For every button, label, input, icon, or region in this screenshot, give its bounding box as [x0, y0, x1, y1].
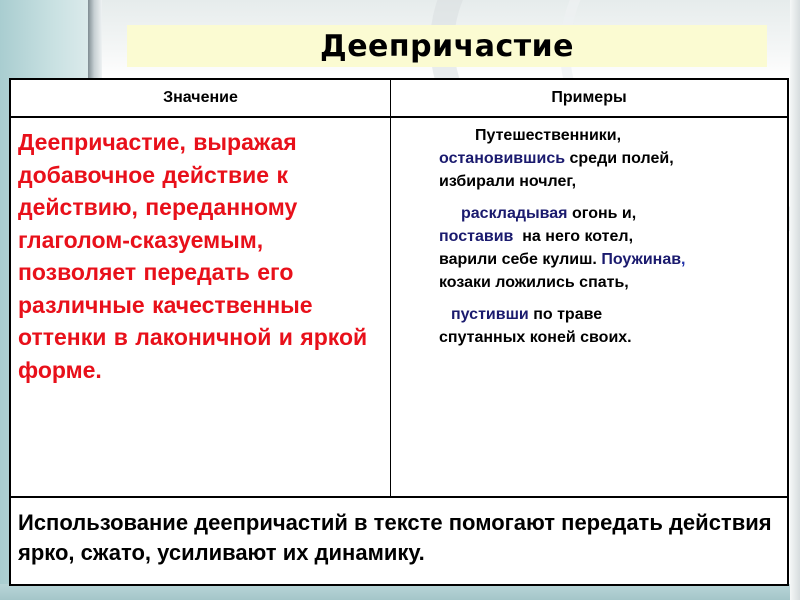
example-text: Путешественники,	[475, 127, 622, 144]
keyword-comma: ,	[681, 251, 686, 268]
example-line-6	[439, 248, 777, 271]
keyword-ostanovivshis: остановившись	[439, 150, 566, 167]
keyword-pouzhinav: Поужинав	[601, 251, 682, 268]
header-meaning: Значение	[11, 80, 391, 116]
summary-text: Использование деепричастий в тексте помогают передать действия ярко, сжато, усиливают их динамику.	[18, 510, 772, 565]
example-line-4	[439, 202, 777, 225]
example-text: избирали ночлег,	[439, 173, 577, 190]
summary-cell	[11, 498, 787, 584]
example-text: огонь и,	[567, 205, 637, 222]
example-text: среди полей,	[565, 150, 674, 167]
example-text: по траве	[528, 306, 603, 323]
examples-cell	[391, 118, 787, 496]
background-bottom-band	[0, 584, 800, 600]
example-line-7	[439, 271, 777, 294]
background-right-edge	[790, 0, 800, 600]
example-text: варили себе кулиш.	[439, 251, 602, 268]
content-table	[9, 78, 789, 586]
slide-title-box	[127, 25, 767, 67]
example-line-1	[439, 124, 777, 147]
example-line-2	[439, 147, 777, 170]
keyword-raskladyvaya: раскладывая	[461, 205, 568, 222]
meaning-cell	[11, 118, 391, 496]
example-line-9	[439, 326, 777, 349]
example-line-3	[439, 170, 777, 193]
example-text: на него котел,	[513, 228, 634, 245]
keyword-pustivshi: пустивши	[451, 306, 529, 323]
keyword-postaviv: поставив	[439, 228, 514, 245]
example-line-8	[439, 303, 777, 326]
example-text: козаки ложились спать,	[439, 274, 629, 291]
example-text: спутанных коней своих.	[439, 329, 632, 346]
slide-title: Деепричастие	[319, 28, 574, 64]
header-examples: Примеры	[551, 89, 627, 106]
example-line-5	[439, 225, 777, 248]
meaning-text: Деепричастие, выражая добавочное действие к действию, переданному глаголом-сказуемым, позволяет передать его различные качественные оттенки в лаконичной и яркой форме.	[18, 129, 368, 383]
